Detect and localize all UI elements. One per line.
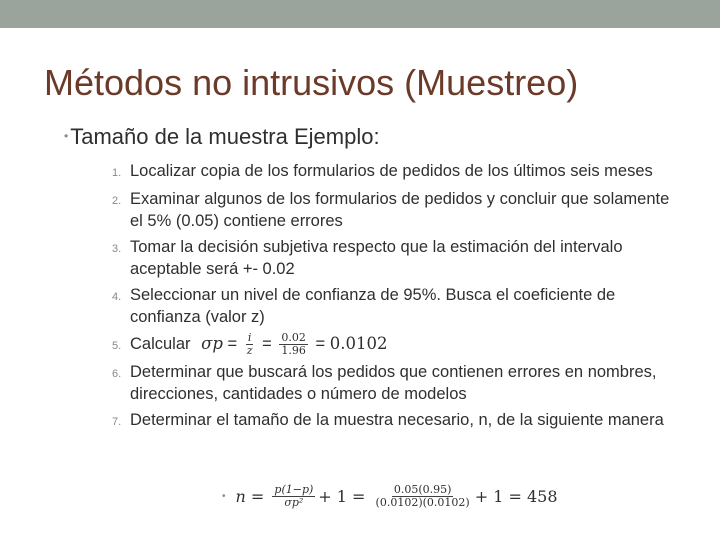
formula-result: 0.0102 [329,333,388,353]
list-text: Localizar copia de los formularios de pedidos de los últimos seis meses [130,162,653,180]
list-number: 5. [112,339,122,352]
slide-title: Métodos no intrusivos (Muestreo) [44,62,579,103]
list-item [112,284,672,328]
numerator: 0.05(0.95) [393,483,452,496]
list-number: 2. [112,195,122,207]
list-text: Seleccionar un nivel de confianza de 95%. Busca el coeficiente de confianza (valor z) [130,286,616,326]
formula-n-lhs: n [235,487,246,507]
bullet-icon: • [222,491,226,503]
fraction-values [374,484,472,509]
equals-sign: = [503,487,527,507]
denominator: (0.0102)(0.0102) [375,496,470,510]
fraction-i-over-z [245,332,255,357]
equals-sign: = [245,487,270,507]
plus-one: + 1 [474,487,504,507]
list-item [112,188,672,232]
list-number: 3. [112,243,122,255]
list-item [112,409,672,433]
list-number: 1. [112,167,122,179]
list-item [112,236,672,280]
sample-size-formula [222,484,558,509]
list-text: Examinar algunos de los formularios de pedidos y concluir que solamente el 5% (0.05) contiene errores [130,190,670,230]
list-item [112,332,672,357]
formula-result: 458 [526,487,558,507]
list-number: 6. [112,368,122,381]
numerator: p(1−p) [274,483,314,496]
equals-sign: = [262,334,277,353]
fraction-p-over-sigma [272,484,315,509]
numerator: i [247,331,252,344]
list-text: Determinar que buscará los pedidos que contienen errores en nombres, direcciones, cantidades o número de modelos [130,363,657,404]
main-bullet [64,124,380,150]
denominator: σp² [284,496,304,510]
top-bar [0,0,720,28]
formula-sigma-lhs: σp [201,333,223,353]
list-number: 7. [112,416,122,429]
plus-one: + 1 [318,487,347,507]
list-text-with-formula [130,332,672,357]
numbered-list [112,160,672,437]
list-item [112,361,672,405]
bullet-icon: • [64,129,69,143]
equals-sign: = [346,487,371,507]
list-text: Tomar la decisión subjetiva respecto que la estimación del intervalo aceptable será +- 0.02 [130,238,623,278]
main-bullet-text: Tamaño de la muestra Ejemplo: [70,124,380,149]
fraction-values [279,332,308,357]
numerator: 0.02 [281,331,306,344]
list-item [112,160,672,184]
list-number: 4. [112,291,122,303]
denominator: z [246,344,253,358]
list-text: Calcular [130,334,191,353]
list-text: Determinar el tamaño de la muestra necesario, n, de la siguiente manera [130,411,664,430]
equals-sign: = [227,334,242,353]
equals-sign: = [315,334,330,353]
denominator: 1.96 [281,344,306,358]
